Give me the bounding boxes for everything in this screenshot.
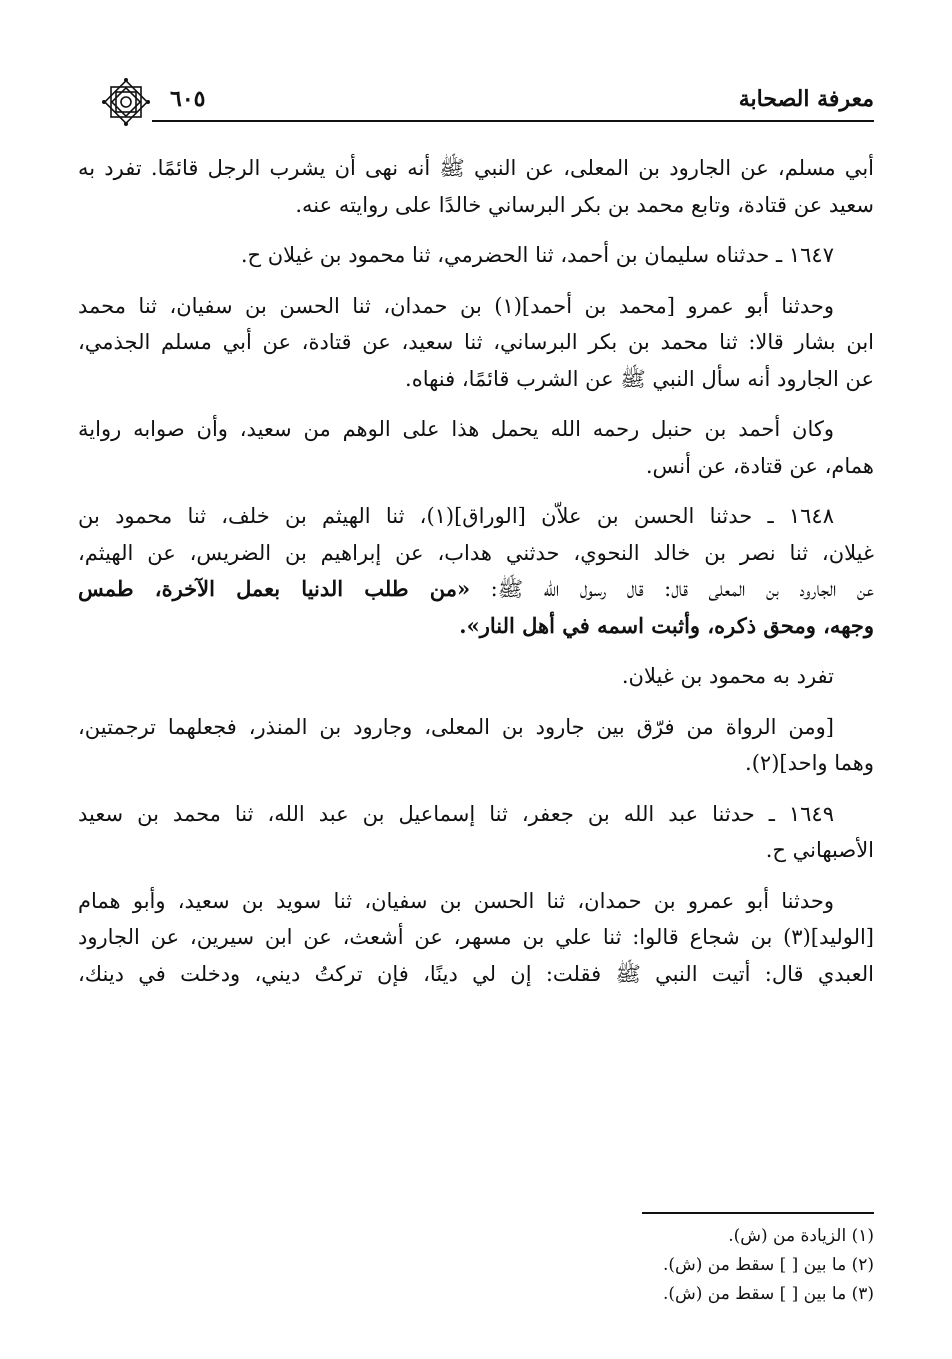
text-line: تفرد به محمود بن غيلان.: [621, 664, 834, 688]
footnote-1: (١) الزيادة من (ش).: [728, 1226, 874, 1246]
text-line: غيلان، ثنا نصر بن خالد النحوي، حدثني هداب، عن إبراهيم بن الضريس، عن الهيثم،: [78, 540, 874, 565]
paragraph-hadith-1648: [78, 498, 874, 644]
hadith-quote: «من طلب الدنيا بعمل الآخرة، طمس: [78, 576, 471, 601]
paragraph-hadith-1649: [78, 796, 874, 869]
paragraph-1: [78, 150, 874, 223]
footnotes: [300, 1222, 874, 1309]
paragraph-7: [78, 709, 874, 782]
paragraph-9: [78, 883, 874, 993]
text-line: أبي مسلم، عن الجارود بن المعلى، عن النبي ﷺ أنه نهى أن يشرب الرجل قائمًا. تفرد به: [78, 156, 874, 180]
book-title: معرفة الصحابة: [738, 86, 874, 112]
paragraph-6: [78, 658, 874, 695]
paragraph-hadith-1647: [78, 237, 874, 274]
text-line: [78, 571, 874, 608]
text-line: [ومن الرواة من فرّق بين جارود بن المعلى، وجارود بن المنذر، فجعلهما ترجمتين،: [78, 714, 834, 739]
page-number: ٦٠٥: [170, 86, 206, 112]
text-line: وكان أحمد بن حنبل رحمه الله يحمل هذا على الوهم من سعيد، وأن صوابه رواية: [78, 417, 834, 441]
main-text: [78, 150, 874, 1006]
text-line: ١٦٤٨ ـ حدثنا الحسن بن علاّن [الوراق](١)، ثنا الهيثم بن خلف، ثنا محمود بن: [78, 504, 834, 528]
paragraph-3: [78, 288, 874, 398]
text-line: عن الجارود أنه سأل النبي ﷺ عن الشرب قائمًا، فنهاه.: [405, 366, 874, 391]
text-line: وحدثنا أبو عمرو [محمد بن أحمد](١) بن حمدان، ثنا الحسن بن سفيان، ثنا محمد: [78, 293, 834, 318]
footnote-rule: [642, 1212, 874, 1214]
text-line: سعيد عن قتادة، وتابع محمد بن بكر البرساني خالدًا على روايته عنه.: [295, 192, 874, 217]
hadith-quote: وجهه، ومحق ذكره، وأثبت اسمه في أهل النار».: [459, 612, 874, 638]
text-line: ١٦٤٩ ـ حدثنا عبد الله بن جعفر، ثنا إسماعيل بن عبد الله، ثنا محمد بن سعيد: [78, 801, 834, 826]
footnote-3: (٣) ما بين [ ] سقط من (ش).: [662, 1284, 874, 1304]
text-line: همام، عن قتادة، عن أنس.: [645, 453, 874, 478]
plain-text: عن الجارود بن المعلى قال: قال رسول الله ﷺ:: [470, 577, 874, 601]
eight-point-star-ornament-icon: [100, 76, 152, 128]
text-line: [الوليد](٣) بن شجاع قالوا: ثنا علي بن مسهر، عن أشعث، عن ابن سيرين، عن الجارود: [78, 925, 874, 949]
text-line: العبدي قال: أتيت النبي ﷺ فقلت: إن لي دينًا، فإن تركتُ ديني، ودخلت في دينك،: [78, 961, 874, 986]
header-rule: [152, 120, 874, 122]
text-line: وحدثنا أبو عمرو بن حمدان، ثنا الحسن بن سفيان، ثنا سويد بن سعيد، وأبو همام: [78, 888, 834, 913]
paragraph-4: [78, 411, 874, 484]
footnote-2: (٢) ما بين [ ] سقط من (ش).: [662, 1255, 874, 1275]
page-header: [100, 78, 874, 126]
text-line: ابن بشار قالا: ثنا محمد بن بكر البرساني، ثنا سعيد، عن قتادة، عن أبي مسلم الجذمي،: [78, 330, 874, 354]
text-line: ١٦٤٧ ـ حدثناه سليمان بن أحمد، ثنا الحضرمي، ثنا محمود بن غيلان ح.: [240, 243, 834, 267]
text-line: الأصبهاني ح.: [765, 838, 874, 862]
text-line: وهما واحد](٢).: [745, 751, 874, 775]
